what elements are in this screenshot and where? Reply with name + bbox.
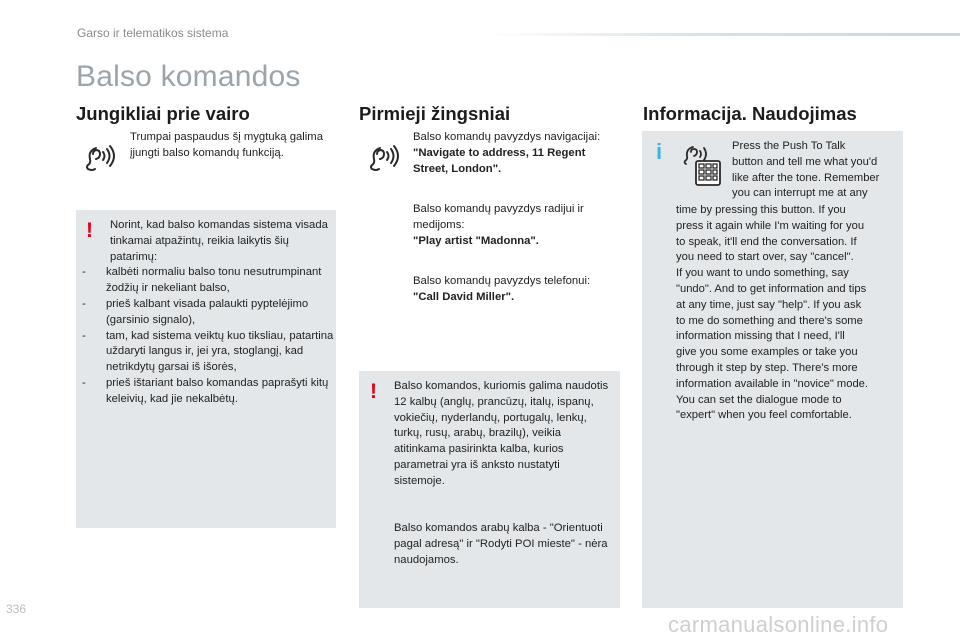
- nav-label: Balso komandų pavyzdys navigacijai:: [413, 131, 601, 143]
- text-line: to speak, it'll end the conversation. If: [676, 235, 857, 248]
- radio-example: [413, 202, 621, 249]
- list-item: - prieš ištariant balso komandas paprašyti kitų keleivių, kad jie nekalbėtų.: [76, 376, 334, 408]
- warning-intro: Norint, kad balso komandas sistema visada tinkamai atpažintų, reikia laikytis šių patarimų:: [110, 219, 328, 263]
- text-line: give you some examples or take you: [676, 346, 858, 359]
- text-line: information missing that I need, I'll: [676, 330, 845, 343]
- text-line: You can set the dialogue mode to: [676, 393, 842, 406]
- phone-command: "Call David Miller".: [413, 290, 515, 303]
- text-line: like after the tone. Remember: [732, 171, 880, 184]
- col1-warning-box: [76, 210, 336, 528]
- section-header: Garso ir telematikos sistema: [77, 26, 229, 40]
- text-line: press it again while I'm waiting for you: [676, 219, 865, 232]
- nav-example: [413, 130, 621, 177]
- col1-title: Jungikliai prie vairo: [76, 103, 250, 124]
- voice-screen-icon: [678, 143, 724, 189]
- info-text-top: [732, 139, 902, 202]
- text-line: "undo". And to get information and tips: [676, 282, 867, 295]
- text-line: If you want to undo something, say: [676, 267, 849, 280]
- phone-label: Balso komandų pavyzdys telefonui:: [413, 275, 591, 287]
- text-line: button and tell me what you'd: [732, 155, 878, 168]
- col2-warning-box: [359, 371, 620, 608]
- voice-command-icon: [78, 138, 120, 180]
- tips-list: [76, 265, 334, 407]
- list-item: - prieš kalbant visada palaukti pyptelėjimo (garsinio signalo),: [76, 297, 334, 329]
- text-line: through it step by step. There's more: [676, 361, 858, 374]
- warning-icon: !: [370, 380, 377, 403]
- warning-icon: !: [86, 219, 93, 242]
- col1-intro: Trumpai paspaudus šį mygtuką galima įjungti balso komandų funkciją.: [130, 131, 323, 159]
- col2-title: Pirmieji žingsniai: [359, 103, 511, 124]
- voice-command-icon: [362, 138, 404, 180]
- text-line: you can interrupt me at any: [732, 187, 868, 200]
- col3-title: Informacija. Naudojimas: [643, 103, 857, 124]
- list-item: - kalbėti normaliu balso tonu nesutrumpinant žodžių ir nekeliant balso,: [76, 265, 334, 297]
- text-line: Press the Push To Talk: [732, 140, 846, 152]
- info-icon: i: [656, 139, 663, 164]
- text-line: "expert" when you feel comfortable.: [676, 409, 852, 422]
- languages-note: Balso komandos, kuriomis galima naudotis 12 kalbų (anglų, prancūzų, italų, ispanų, vokiečių, nyderlandų, portugalų, lenkų, turkų, rusų, arabų, brazilų), veikia atitinkama pasirinkta kalba, kurios parametrai yra iš anksto nustatyti sistemoje.: [394, 380, 609, 487]
- page-number: 336: [6, 602, 27, 616]
- arabic-note: Balso komandos arabų kalba - "Orientuoti pagal adresą" ir "Rodyti POI mieste" - nėra naudojamos.: [394, 522, 608, 566]
- watermark: carmanualsonline.info: [668, 612, 889, 637]
- col3-info-box: [642, 131, 903, 608]
- text-line: at any time, just say "help". If you ask: [676, 298, 862, 311]
- text-line: to me do something and there's some: [676, 314, 863, 327]
- radio-label: Balso komandų pavyzdys radijui ir medijoms:: [413, 203, 584, 231]
- info-text-rest: [676, 203, 902, 424]
- radio-command: "Play artist "Madonna".: [413, 234, 539, 247]
- text-line: information available in "novice" mode.: [676, 377, 869, 390]
- nav-command: "Navigate to address, 11 Regent Street, London".: [413, 146, 586, 175]
- text-line: time by pressing this button. If you: [676, 204, 846, 216]
- page-title: Balso komandos: [76, 60, 301, 93]
- header-divider: [488, 33, 960, 36]
- phone-example: [413, 274, 621, 306]
- list-item: - tam, kad sistema veiktų kuo tiksliau, patartina uždaryti langus ir, jei yra, stoglangį, kad netrikdytų garsai iš išorės,: [76, 329, 334, 376]
- text-line: you need to start over, say "cancel".: [676, 251, 854, 264]
